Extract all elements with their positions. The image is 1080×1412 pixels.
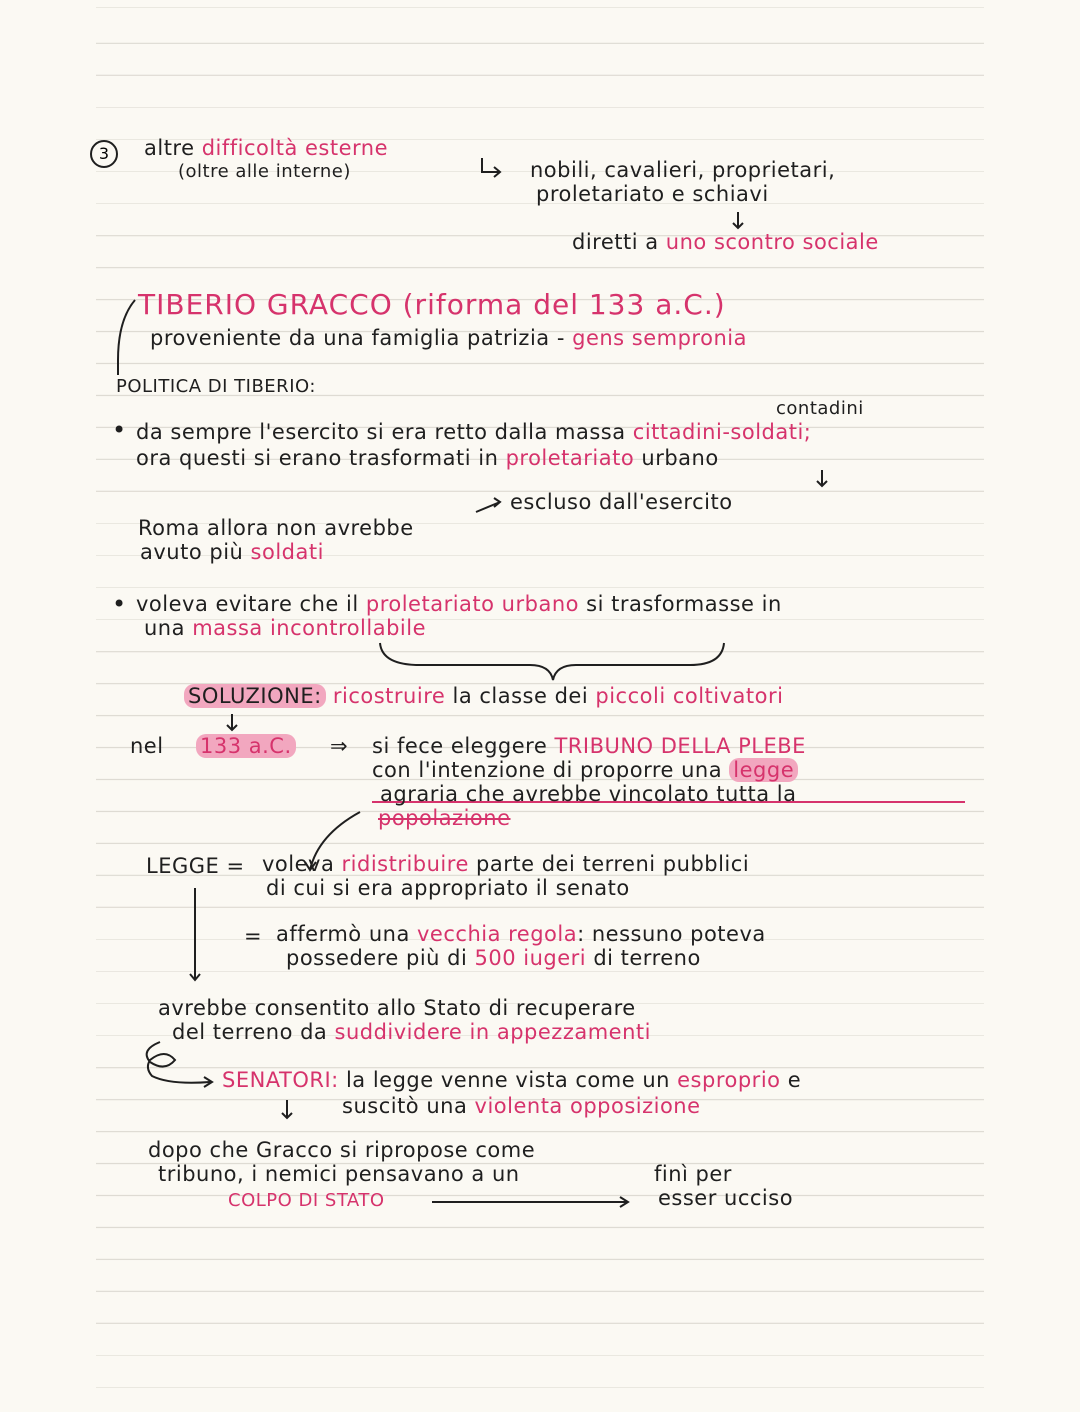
- politics-heading: POLITICA DI TIBERIO:: [116, 376, 316, 397]
- year-prefix: nel: [130, 734, 164, 758]
- year-line2-a: con l'intenzione di proporre una: [372, 758, 723, 782]
- section-number-badge: 3: [90, 140, 118, 168]
- ending-result-line1: finì per: [654, 1162, 732, 1186]
- legge-line2: di cui si era appropriato il senato: [266, 876, 630, 900]
- ending-line2: tribuno, i nemici pensavano a un: [158, 1162, 520, 1186]
- bullet2-line1: [136, 592, 782, 616]
- senators-line2-b: violenta opposizione: [474, 1094, 701, 1118]
- section3-line1: [144, 136, 388, 160]
- section3-list-line1: nobili, cavalieri, proprietari,: [530, 158, 836, 182]
- year-line2: [372, 758, 798, 782]
- legge-line1-b: ridistribuire: [341, 852, 469, 876]
- solution-label: SOLUZIONE:: [184, 684, 326, 708]
- word-contadini: contadini: [776, 398, 864, 419]
- solution-text-b: la classe dei: [452, 684, 589, 708]
- consequence-line2-a: del terreno da: [172, 1020, 328, 1044]
- solution-text-c: piccoli coltivatori: [595, 684, 784, 708]
- section3-difficulties: difficoltà esterne: [201, 136, 389, 160]
- consequence-line2-b: suddividere in appezzamenti: [334, 1020, 651, 1044]
- bullet1-line2: [136, 446, 719, 470]
- year-badge: [196, 734, 296, 758]
- bullet1-line2-c: urbano: [641, 446, 719, 470]
- section3-word-altre: altre: [144, 136, 195, 160]
- bullet2-line2-a: una: [144, 616, 185, 640]
- rome-line2: [140, 540, 324, 564]
- bullet2-line1-b: proletariato urbano: [365, 592, 579, 616]
- legge-line3-b: vecchia regola: [417, 922, 578, 946]
- consequence-line1: avrebbe consentito allo Stato di recuperare: [158, 996, 636, 1020]
- senators-line2: [342, 1094, 701, 1118]
- legge-line3-c: : nessuno poteva: [577, 922, 766, 946]
- bullet-dot: •: [112, 416, 127, 444]
- year-tribuno: TRIBUNO DELLA PLEBE: [554, 734, 806, 758]
- senators-label: SENATORI:: [222, 1068, 339, 1092]
- section3-directed: [572, 230, 879, 254]
- section3-list-line2: proletariato e schiavi: [536, 182, 769, 206]
- page-margin-right: [984, 0, 1080, 1412]
- bullet1-line1: [136, 420, 811, 444]
- rome-line1: Roma allora non avrebbe: [138, 516, 414, 540]
- excluded-note: escluso dall'esercito: [510, 490, 733, 514]
- legge-line4: [286, 946, 701, 970]
- bullet1-line1-a: da sempre l'esercito si era retto dalla massa: [136, 420, 626, 444]
- year-line1: [372, 734, 806, 758]
- section3-directed-b: uno scontro sociale: [665, 230, 879, 254]
- section3-directed-a: diretti a: [572, 230, 659, 254]
- year-legge: legge: [729, 758, 798, 782]
- section3-note: (oltre alle interne): [178, 161, 351, 182]
- page-margin-left: [0, 0, 96, 1412]
- origin-line: [150, 326, 747, 350]
- rome-line2-a: avuto più: [140, 540, 244, 564]
- bullet2-line2: [144, 616, 426, 640]
- bullet2-line2-b: massa incontrollabile: [192, 616, 426, 640]
- rome-line2-b: soldati: [250, 540, 324, 564]
- origin-a: proveniente da una famiglia patrizia -: [150, 326, 565, 350]
- year-line3: agraria che avrebbe vincolato tutta la: [380, 782, 797, 806]
- legge-line3: [276, 922, 766, 946]
- solution-text-a: ricostruire: [332, 684, 446, 708]
- bullet1-line1-b: cittadini-soldati;: [632, 420, 812, 444]
- senators-esproprio: esproprio: [677, 1068, 781, 1092]
- bullet-dot: •: [112, 590, 127, 618]
- legge-line1-a: voleva: [262, 852, 335, 876]
- bullet2-line1-a: voleva evitare che il: [136, 592, 359, 616]
- year-arrow: ⇒: [330, 734, 349, 758]
- bullet1-line2-a: ora questi si erano trasformati in: [136, 446, 499, 470]
- solution-line: [184, 684, 783, 708]
- legge-line4-a: possedere più di: [286, 946, 468, 970]
- page-title: TIBERIO GRACCO (riforma del 133 a.C.): [138, 288, 726, 321]
- year-line1-a: si fece eleggere: [372, 734, 548, 758]
- year-highlight: 133 a.C.: [196, 734, 296, 758]
- legge-eq: =: [244, 924, 263, 948]
- senators-line1: [222, 1068, 801, 1092]
- senators-line1-c: e: [787, 1068, 802, 1092]
- legge-line4-b: 500 iugeri: [474, 946, 587, 970]
- ending-line1: dopo che Gracco si ripropose come: [148, 1138, 536, 1162]
- senators-line2-a: suscitò una: [342, 1094, 468, 1118]
- legge-line1-c: parte dei terreni pubblici: [476, 852, 750, 876]
- legge-line4-c: di terreno: [593, 946, 701, 970]
- legge-line3-a: affermò una: [276, 922, 410, 946]
- senators-line1-a: la legge venne vista come un: [345, 1068, 670, 1092]
- ending-coup: COLPO DI STATO: [228, 1190, 385, 1211]
- legge-line1: [262, 852, 749, 876]
- bullet1-line2-b: proletariato: [505, 446, 635, 470]
- consequence-line2: [172, 1020, 651, 1044]
- origin-gens: gens sempronia: [572, 326, 747, 350]
- legge-label: LEGGE =: [146, 854, 245, 878]
- year-line4: popolazione: [378, 806, 511, 830]
- ending-result-line2: esser ucciso: [658, 1186, 794, 1210]
- bullet2-line1-c: si trasformasse in: [586, 592, 782, 616]
